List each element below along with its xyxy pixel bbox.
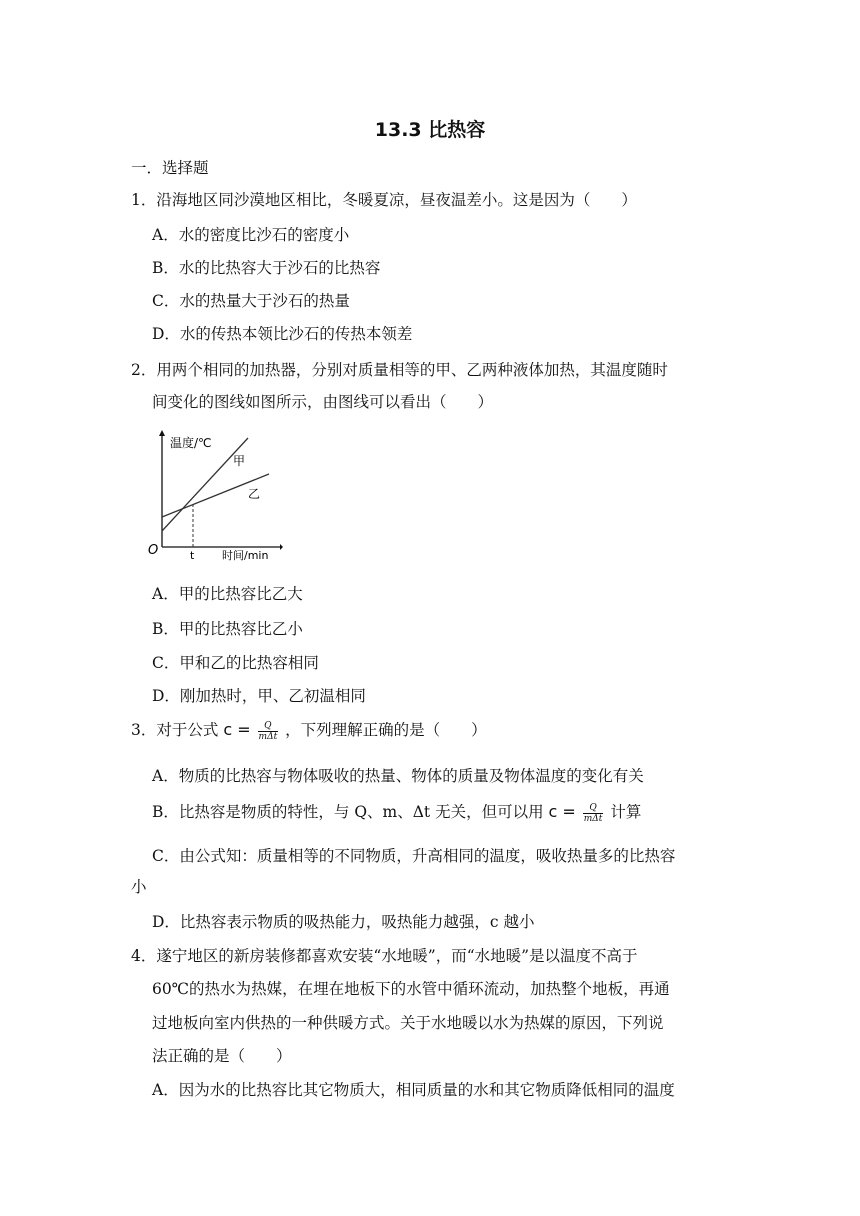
question-4-stem-line3: 过地板向室内供热的一种供暖方式。关于水地暖以水为热媒的原因，下列说 xyxy=(152,1014,664,1032)
x-axis-label: 时间/min xyxy=(222,549,269,562)
question-3-stem-prefix: 3．对于公式 xyxy=(131,721,219,739)
question-4-option-a: A．因为水的比热容比其它物质大，相同质量的水和其它物质降低相同的温度 xyxy=(152,1081,675,1099)
series-jia-label: 甲 xyxy=(233,454,246,468)
x-axis-arrow xyxy=(280,544,283,550)
series-jia-line xyxy=(162,438,248,531)
question-1-option-a: A．水的密度比沙石的密度小 xyxy=(152,226,350,244)
question-3-option-d: D．比热容表示物质的吸热能力，吸热能力越强，c 越小 xyxy=(152,913,535,931)
formula-fraction xyxy=(258,721,279,742)
question-2-stem-line1: 2．用两个相同的加热器，分别对质量相等的甲、乙两种液体加热，其温度随时 xyxy=(131,361,668,379)
y-axis-label: 温度/℃ xyxy=(170,436,212,450)
formula-lhs-b: c = xyxy=(548,802,576,821)
question-4-stem-line1: 4．遂宁地区的新房装修都喜欢安装“水地暖”，而“水地暖”是以温度不高于 xyxy=(131,947,638,965)
question-3-option-b-suffix: 计算 xyxy=(610,803,642,821)
question-2-stem-line2: 间变化的图线如图所示，由图线可以看出（ ） xyxy=(152,393,494,411)
question-3-stem-suffix: ，下列理解正确的是（ ） xyxy=(285,721,487,739)
question-1-option-b: B．水的比热容大于沙石的比热容 xyxy=(152,259,381,277)
question-3-stem xyxy=(131,720,487,742)
question-1-option-d: D．水的传热本领比沙石的传热本领差 xyxy=(152,325,413,343)
question-3-option-b-prefix: B．比热容是物质的特性，与 Q、m、Δt 无关，但可以用 xyxy=(152,803,544,821)
section-heading: 一．选择题 xyxy=(131,159,209,177)
question-3-option-c-line2: 小 xyxy=(131,878,147,896)
question-2-option-c: C．甲和乙的比热容相同 xyxy=(152,654,319,672)
formula-numerator: Q xyxy=(264,720,272,731)
question-2-option-b: B．甲的比热容比乙小 xyxy=(152,620,303,638)
question-2-option-d: D．刚加热时，甲、乙初温相同 xyxy=(152,687,366,705)
origin-label: O xyxy=(148,543,159,558)
formula-fraction-b xyxy=(583,803,604,824)
question-1-option-c: C．水的热量大于沙石的热量 xyxy=(152,292,350,310)
formula-lhs: c = xyxy=(223,720,251,739)
question-4-stem-line4: 法正确的是（ ） xyxy=(152,1047,292,1065)
question-4-stem-line2: 60℃的热水为热媒，在埋在地板下的水管中循环流动，加热整个地板，再通 xyxy=(152,980,670,998)
y-axis-arrow xyxy=(159,430,165,436)
formula-numerator-b: Q xyxy=(589,802,597,813)
formula-denominator: mΔt xyxy=(258,731,278,742)
question-3-option-c-line1: C．由公式知：质量相等的不同物质，升高相同的温度，吸收热量多的比热容 xyxy=(152,847,676,865)
question-3-option-a: A．物质的比热容与物体吸收的热量、物体的质量及物体温度的变化有关 xyxy=(152,767,644,785)
question-2-option-a: A．甲的比热容比乙大 xyxy=(152,585,303,603)
question-1-stem: 1．沿海地区同沙漠地区相比，冬暖夏凉，昼夜温差小。这是因为（ ） xyxy=(131,191,637,209)
t-tick-label: t xyxy=(190,549,195,562)
temperature-time-graph xyxy=(148,430,283,565)
formula-denominator-b: mΔt xyxy=(583,813,603,824)
question-3-option-b xyxy=(152,802,641,824)
series-yi-label: 乙 xyxy=(248,487,261,501)
page-title: 13.3 比热容 xyxy=(374,119,486,141)
